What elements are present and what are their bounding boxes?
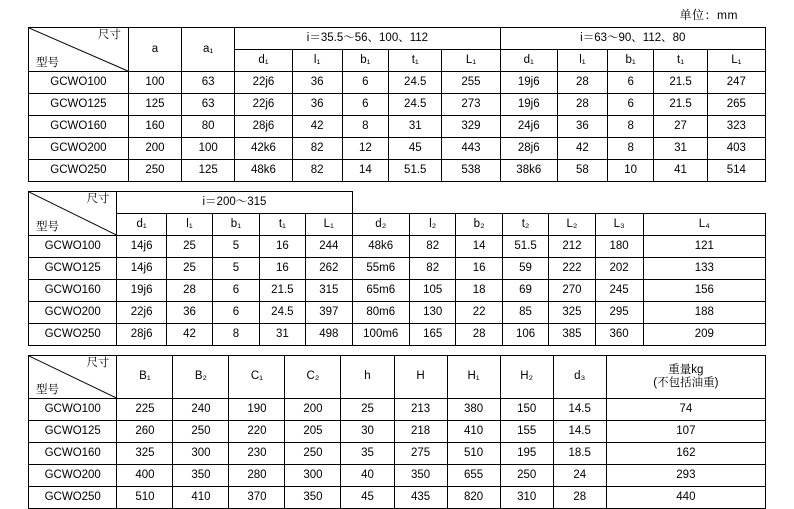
cell: 133 (643, 258, 765, 280)
col-header-H: H (394, 356, 447, 399)
cell: 121 (643, 236, 765, 258)
cell: 150 (500, 399, 553, 421)
cell: 22j6 (117, 302, 166, 324)
cell: 220 (229, 421, 285, 443)
table-row (29, 280, 766, 302)
table-header-row (29, 192, 766, 214)
cell: 28j6 (117, 324, 166, 346)
table-header-row (29, 28, 766, 50)
cell: 250 (285, 443, 341, 465)
cell: 42 (166, 324, 212, 346)
row-model: GCWO160 (29, 116, 129, 138)
cell: 300 (173, 443, 229, 465)
cell: 24.5 (259, 302, 305, 324)
cell: 323 (707, 116, 765, 138)
cell: 498 (306, 324, 352, 346)
cell: 36 (557, 116, 607, 138)
cell: 48k6 (352, 236, 409, 258)
cell: 14j6 (117, 258, 166, 280)
col-header-t1-b: t₁ (654, 50, 707, 72)
table-row (29, 94, 766, 116)
table-row (29, 443, 766, 465)
col-header-d3: d₃ (553, 356, 606, 399)
weight-header-line1: 重量kg (668, 363, 704, 376)
cell: 28 (557, 72, 607, 94)
cell: 8 (607, 116, 654, 138)
cell: 24.5 (389, 94, 442, 116)
row-model: GCWO160 (29, 443, 117, 465)
col-header-b1-b: b₁ (607, 50, 654, 72)
cell: 325 (549, 302, 595, 324)
col-header-L1: L₁ (306, 214, 352, 236)
cell: 21.5 (654, 72, 707, 94)
cell: 31 (259, 324, 305, 346)
cell: 24j6 (500, 116, 557, 138)
row-model: GCWO250 (29, 324, 117, 346)
cell: 6 (213, 302, 259, 324)
cell: 310 (500, 487, 553, 509)
dimension-table-2 (28, 191, 766, 346)
col-header-a1: a₁ (182, 28, 235, 72)
table-subheader-row (29, 214, 766, 236)
cell: 27 (654, 116, 707, 138)
cell: 28 (166, 280, 212, 302)
table-row (29, 324, 766, 346)
cell: 510 (447, 443, 500, 465)
cell: 36 (292, 94, 342, 116)
cell: 160 (128, 116, 181, 138)
cell: 58 (557, 160, 607, 182)
dimension-label: 尺寸 (86, 357, 110, 369)
cell: 82 (409, 236, 455, 258)
cell: 370 (229, 487, 285, 509)
cell: 40 (341, 465, 394, 487)
cell-weight: 440 (606, 487, 765, 509)
cell: 218 (394, 421, 447, 443)
table-row (29, 465, 766, 487)
cell: 14 (456, 236, 502, 258)
dimension-table-1 (28, 27, 766, 182)
cell: 69 (502, 280, 548, 302)
cell: 63 (182, 94, 235, 116)
corner-cell (29, 356, 117, 399)
cell: 18.5 (553, 443, 606, 465)
blank-header-area (352, 192, 766, 214)
cell: 105 (409, 280, 455, 302)
cell: 106 (502, 324, 548, 346)
cell: 38k6 (500, 160, 557, 182)
model-label: 型号 (36, 56, 59, 69)
cell: 82 (409, 258, 455, 280)
cell: 280 (229, 465, 285, 487)
row-model: GCWO160 (29, 280, 117, 302)
cell: 262 (306, 258, 352, 280)
col-header-weight (606, 356, 765, 399)
col-header-a: a (128, 28, 181, 72)
cell: 85 (502, 302, 548, 324)
cell: 410 (173, 487, 229, 509)
table-row (29, 160, 766, 182)
row-model: GCWO200 (29, 138, 129, 160)
cell: 28 (557, 94, 607, 116)
cell: 21.5 (654, 94, 707, 116)
dimension-label: 尺寸 (97, 29, 121, 41)
cell: 28j6 (500, 138, 557, 160)
cell: 180 (595, 236, 643, 258)
cell: 156 (643, 280, 765, 302)
cell: 350 (173, 465, 229, 487)
cell: 247 (707, 72, 765, 94)
cell: 325 (117, 443, 173, 465)
cell: 55m6 (352, 258, 409, 280)
col-header-d2: d₂ (352, 214, 409, 236)
cell: 244 (306, 236, 352, 258)
col-header-C2: C₂ (285, 356, 341, 399)
cell: 385 (549, 324, 595, 346)
col-header-b2: b₂ (456, 214, 502, 236)
col-header-L2: L₂ (549, 214, 595, 236)
cell: 245 (595, 280, 643, 302)
cell: 19j6 (117, 280, 166, 302)
cell: 8 (213, 324, 259, 346)
cell: 19j6 (500, 94, 557, 116)
cell: 255 (442, 72, 500, 94)
col-header-l1-b: l₁ (557, 50, 607, 72)
cell: 350 (285, 487, 341, 509)
cell: 250 (173, 421, 229, 443)
cell: 212 (549, 236, 595, 258)
group-header-3: i＝200～315 (117, 192, 352, 214)
cell: 6 (342, 72, 389, 94)
col-header-t1: t₁ (259, 214, 305, 236)
cell: 100 (128, 72, 181, 94)
cell: 397 (306, 302, 352, 324)
cell: 510 (117, 487, 173, 509)
cell: 100 (182, 138, 235, 160)
row-model: GCWO200 (29, 302, 117, 324)
cell: 41 (654, 160, 707, 182)
cell: 265 (707, 94, 765, 116)
model-label: 型号 (36, 383, 59, 396)
cell: 80 (182, 116, 235, 138)
col-header-H2: H₂ (500, 356, 553, 399)
cell: 63 (182, 72, 235, 94)
table-row (29, 302, 766, 324)
cell: 200 (285, 399, 341, 421)
cell: 329 (442, 116, 500, 138)
cell: 36 (292, 72, 342, 94)
cell: 443 (442, 138, 500, 160)
cell: 295 (595, 302, 643, 324)
cell: 25 (166, 258, 212, 280)
group-header-2: i＝63～90、112、80 (500, 28, 765, 50)
col-header-t1-a: t₁ (389, 50, 442, 72)
cell: 28j6 (235, 116, 292, 138)
cell: 28 (456, 324, 502, 346)
table-row (29, 138, 766, 160)
cell: 230 (229, 443, 285, 465)
col-header-H1: H₁ (447, 356, 500, 399)
cell: 51.5 (502, 236, 548, 258)
cell: 240 (173, 399, 229, 421)
col-header-d1-a: d₁ (235, 50, 292, 72)
cell: 22j6 (235, 94, 292, 116)
cell: 14j6 (117, 236, 166, 258)
col-header-l2: l₂ (409, 214, 455, 236)
cell: 400 (117, 465, 173, 487)
row-model: GCWO125 (29, 94, 129, 116)
corner-cell (29, 192, 117, 236)
cell: 8 (342, 116, 389, 138)
table-row (29, 258, 766, 280)
weight-header-line2: (不包括油重) (653, 377, 719, 389)
cell: 188 (643, 302, 765, 324)
dimension-table-3 (28, 355, 766, 509)
cell: 403 (707, 138, 765, 160)
cell: 42k6 (235, 138, 292, 160)
row-model: GCWO100 (29, 399, 117, 421)
cell: 6 (213, 280, 259, 302)
cell: 200 (128, 138, 181, 160)
col-header-L1-b: L₁ (707, 50, 765, 72)
cell: 16 (259, 258, 305, 280)
cell: 250 (500, 465, 553, 487)
cell-weight: 162 (606, 443, 765, 465)
cell: 538 (442, 160, 500, 182)
cell: 213 (394, 399, 447, 421)
cell: 260 (117, 421, 173, 443)
cell: 300 (285, 465, 341, 487)
cell: 5 (213, 258, 259, 280)
cell: 36 (166, 302, 212, 324)
cell: 315 (306, 280, 352, 302)
dimension-label: 尺寸 (86, 193, 110, 205)
cell: 35 (341, 443, 394, 465)
cell: 31 (654, 138, 707, 160)
cell: 435 (394, 487, 447, 509)
cell: 6 (342, 94, 389, 116)
cell-weight: 107 (606, 421, 765, 443)
cell: 655 (447, 465, 500, 487)
cell: 16 (259, 236, 305, 258)
cell: 514 (707, 160, 765, 182)
cell: 19j6 (500, 72, 557, 94)
cell: 130 (409, 302, 455, 324)
table-header-row (29, 356, 766, 399)
cell: 100m6 (352, 324, 409, 346)
cell: 51.5 (389, 160, 442, 182)
cell: 45 (389, 138, 442, 160)
cell: 380 (447, 399, 500, 421)
cell: 222 (549, 258, 595, 280)
cell: 42 (292, 116, 342, 138)
cell: 165 (409, 324, 455, 346)
cell: 28 (553, 487, 606, 509)
cell: 30 (341, 421, 394, 443)
cell: 225 (117, 399, 173, 421)
cell: 25 (341, 399, 394, 421)
table-row (29, 236, 766, 258)
row-model: GCWO200 (29, 465, 117, 487)
row-model: GCWO100 (29, 72, 129, 94)
row-model: GCWO125 (29, 258, 117, 280)
cell: 6 (607, 94, 654, 116)
cell: 195 (500, 443, 553, 465)
cell: 24 (553, 465, 606, 487)
cell: 275 (394, 443, 447, 465)
row-model: GCWO100 (29, 236, 117, 258)
cell: 250 (128, 160, 181, 182)
cell: 8 (607, 138, 654, 160)
cell: 6 (607, 72, 654, 94)
table-row (29, 421, 766, 443)
cell: 410 (447, 421, 500, 443)
cell: 125 (182, 160, 235, 182)
cell: 14.5 (553, 421, 606, 443)
cell: 209 (643, 324, 765, 346)
cell: 202 (595, 258, 643, 280)
cell: 14 (342, 160, 389, 182)
col-header-h: h (341, 356, 394, 399)
cell: 273 (442, 94, 500, 116)
table-row (29, 72, 766, 94)
cell: 12 (342, 138, 389, 160)
cell: 82 (292, 138, 342, 160)
cell: 21.5 (259, 280, 305, 302)
cell: 270 (549, 280, 595, 302)
table-row (29, 399, 766, 421)
row-model: GCWO125 (29, 421, 117, 443)
col-header-L1-a: L₁ (442, 50, 500, 72)
table-block-2 (28, 191, 766, 346)
cell: 45 (341, 487, 394, 509)
col-header-L4: L₄ (643, 214, 765, 236)
col-header-d1-b: d₁ (500, 50, 557, 72)
cell: 5 (213, 236, 259, 258)
cell: 190 (229, 399, 285, 421)
table-block-1 (28, 27, 766, 182)
group-header-1: i＝35.5～56、100、112 (235, 28, 500, 50)
unit-note: 单位：mm (679, 8, 738, 22)
col-header-B1: B₁ (117, 356, 173, 399)
col-header-l1-a: l₁ (292, 50, 342, 72)
col-header-t2: t₂ (502, 214, 548, 236)
model-label: 型号 (36, 220, 59, 233)
cell: 59 (502, 258, 548, 280)
cell: 82 (292, 160, 342, 182)
cell: 31 (389, 116, 442, 138)
cell: 25 (166, 236, 212, 258)
cell-weight: 293 (606, 465, 765, 487)
cell: 10 (607, 160, 654, 182)
table-block-3 (28, 355, 766, 509)
table-row (29, 487, 766, 509)
cell: 16 (456, 258, 502, 280)
cell: 125 (128, 94, 181, 116)
col-header-b1: b₁ (213, 214, 259, 236)
cell: 80m6 (352, 302, 409, 324)
cell: 14.5 (553, 399, 606, 421)
cell: 18 (456, 280, 502, 302)
cell: 42 (557, 138, 607, 160)
col-header-C1: C₁ (229, 356, 285, 399)
row-model: GCWO250 (29, 160, 129, 182)
cell: 360 (595, 324, 643, 346)
cell: 48k6 (235, 160, 292, 182)
cell: 205 (285, 421, 341, 443)
col-header-l1: l₁ (166, 214, 212, 236)
cell: 65m6 (352, 280, 409, 302)
cell: 24.5 (389, 72, 442, 94)
col-header-b1-a: b₁ (342, 50, 389, 72)
col-header-L3: L₃ (595, 214, 643, 236)
row-model: GCWO250 (29, 487, 117, 509)
cell: 22j6 (235, 72, 292, 94)
cell: 820 (447, 487, 500, 509)
cell: 350 (394, 465, 447, 487)
col-header-d1: d₁ (117, 214, 166, 236)
cell-weight: 74 (606, 399, 765, 421)
table-row (29, 116, 766, 138)
cell: 155 (500, 421, 553, 443)
col-header-B2: B₂ (173, 356, 229, 399)
corner-cell (29, 28, 129, 72)
cell: 22 (456, 302, 502, 324)
